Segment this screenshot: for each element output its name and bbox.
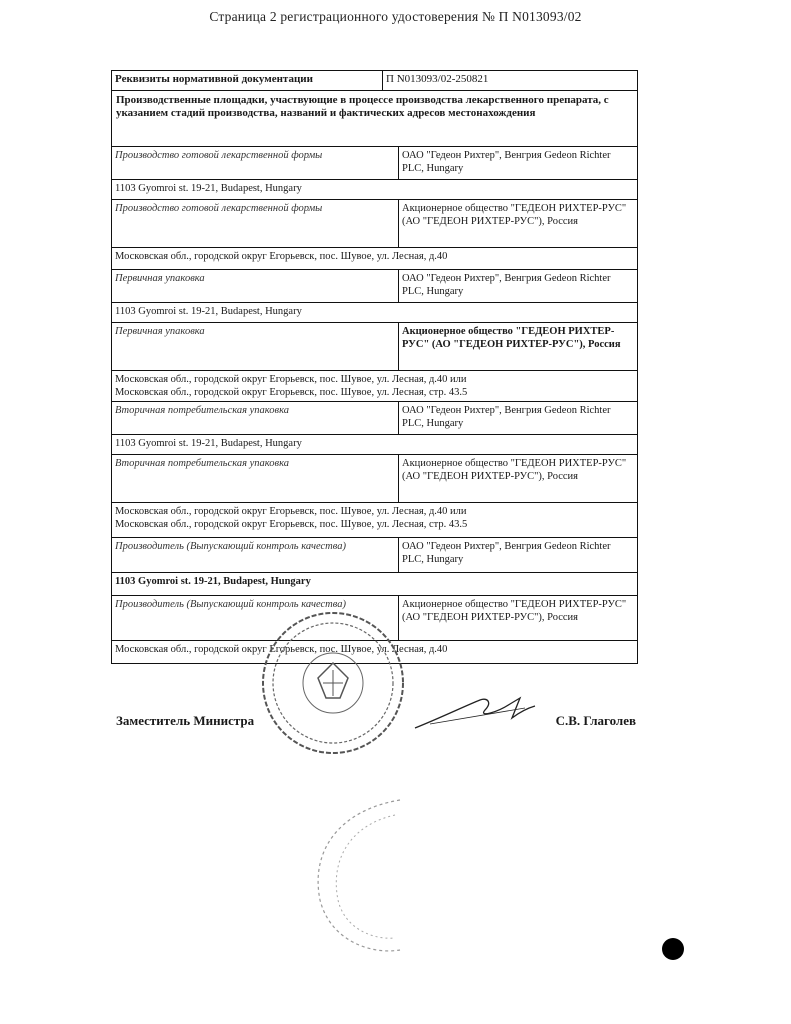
site-stage-row <box>112 402 637 435</box>
site-stage-row <box>112 455 637 503</box>
company-name: Акционерное общество "ГЕДЕОН РИХТЕР-РУС" (АО "ГЕДЕОН РИХТЕР-РУС"), Россия <box>402 599 627 623</box>
page-header: Страница 2 регистрационного удостоверения № П N013093/02 <box>209 9 582 24</box>
site-address-row <box>112 248 637 270</box>
stage-label: Первичная упаковка <box>112 270 399 302</box>
official-seal-icon <box>258 608 408 758</box>
site-stage-row <box>112 538 637 573</box>
stage-label: Производство готовой лекарственной формы <box>112 147 399 179</box>
site-stage-row <box>112 200 637 248</box>
site-address: Московская обл., городской округ Егорьевск, пос. Шувое, ул. Лесная, д.40 или <box>115 506 467 517</box>
site-stage-row <box>112 270 637 303</box>
company-name: Акционерное общество "ГЕДЕОН РИХТЕР-РУС" (АО "ГЕДЕОН РИХТЕР-РУС"), Россия <box>402 458 627 482</box>
stage-label: Вторичная потребительская упаковка <box>112 455 399 502</box>
site-address: Московская обл., городской округ Егорьевск, пос. Шувое, ул. Лесная, д.40 <box>115 644 448 655</box>
site-address-row <box>112 180 637 200</box>
section-title: Производственные площадки, участвующие в процессе производства лекарственного препарата, с указанием стадий производства, названий и фактических адресов местонахождения <box>116 94 609 119</box>
filled-circle-icon <box>662 938 684 960</box>
site-address: Московская обл., городской округ Егорьевск, пос. Шувое, ул. Лесная, д.40 или <box>115 374 467 385</box>
company-name: Акционерное общество "ГЕДЕОН РИХТЕР-РУС" (АО "ГЕДЕОН РИХТЕР-РУС"), Россия <box>402 326 621 350</box>
company-name: ОАО "Гедеон Рихтер", Венгрия Gedeon Richter PLC, Hungary <box>402 273 611 297</box>
requisites-value: П N013093/02-250821 <box>386 73 489 85</box>
company-name: ОАО "Гедеон Рихтер", Венгрия Gedeon Richter PLC, Hungary <box>402 150 611 174</box>
requisites-label: Реквизиты нормативной документации <box>112 71 383 90</box>
stage-label: Первичная упаковка <box>112 323 399 370</box>
company-name: ОАО "Гедеон Рихтер", Венгрия Gedeon Richter PLC, Hungary <box>402 405 611 429</box>
company-name: ОАО "Гедеон Рихтер", Венгрия Gedeon Richter PLC, Hungary <box>402 541 611 565</box>
site-address-row <box>112 573 637 596</box>
site-stage-row <box>112 147 637 180</box>
section-title-row <box>112 91 637 147</box>
site-address-block <box>112 503 637 537</box>
site-address-alt: Московская обл., городской округ Егорьевск, пос. Шувое, ул. Лесная, стр. 43.5 <box>115 387 468 398</box>
site-address-row <box>112 435 637 455</box>
site-address: 1103 Gyomroi st. 19-21, Budapest, Hungary <box>115 576 311 587</box>
site-address-alt: Московская обл., городской округ Егорьевск, пос. Шувое, ул. Лесная, стр. 43.5 <box>115 519 468 530</box>
signatory-name: С.В. Глаголев <box>555 713 636 728</box>
site-address-block <box>112 371 637 401</box>
requisites-row <box>112 71 637 91</box>
company-name: Акционерное общество "ГЕДЕОН РИХТЕР-РУС" (АО "ГЕДЕОН РИХТЕР-РУС"), Россия <box>402 203 627 227</box>
site-address-row <box>112 503 637 538</box>
site-stage-row <box>112 323 637 371</box>
registration-table <box>111 70 638 664</box>
stage-label: Производитель (Выпускающий контроль качества) <box>112 596 399 640</box>
stage-label: Производитель (Выпускающий контроль качества) <box>112 538 399 572</box>
faint-seal-icon <box>300 790 410 960</box>
signature-line <box>116 713 636 733</box>
site-address: Московская обл., городской округ Егорьевск, пос. Шувое, ул. Лесная, д.40 <box>115 251 448 262</box>
stage-label: Производство готовой лекарственной формы <box>112 200 399 247</box>
site-address: 1103 Gyomroi st. 19-21, Budapest, Hungary <box>115 306 302 317</box>
stage-label: Вторичная потребительская упаковка <box>112 402 399 434</box>
site-address: 1103 Gyomroi st. 19-21, Budapest, Hungary <box>115 183 302 194</box>
site-address: 1103 Gyomroi st. 19-21, Budapest, Hungary <box>115 438 302 449</box>
signatory-title: Заместитель Министра <box>116 713 255 728</box>
site-address-row <box>112 371 637 402</box>
site-address-row <box>112 303 637 323</box>
